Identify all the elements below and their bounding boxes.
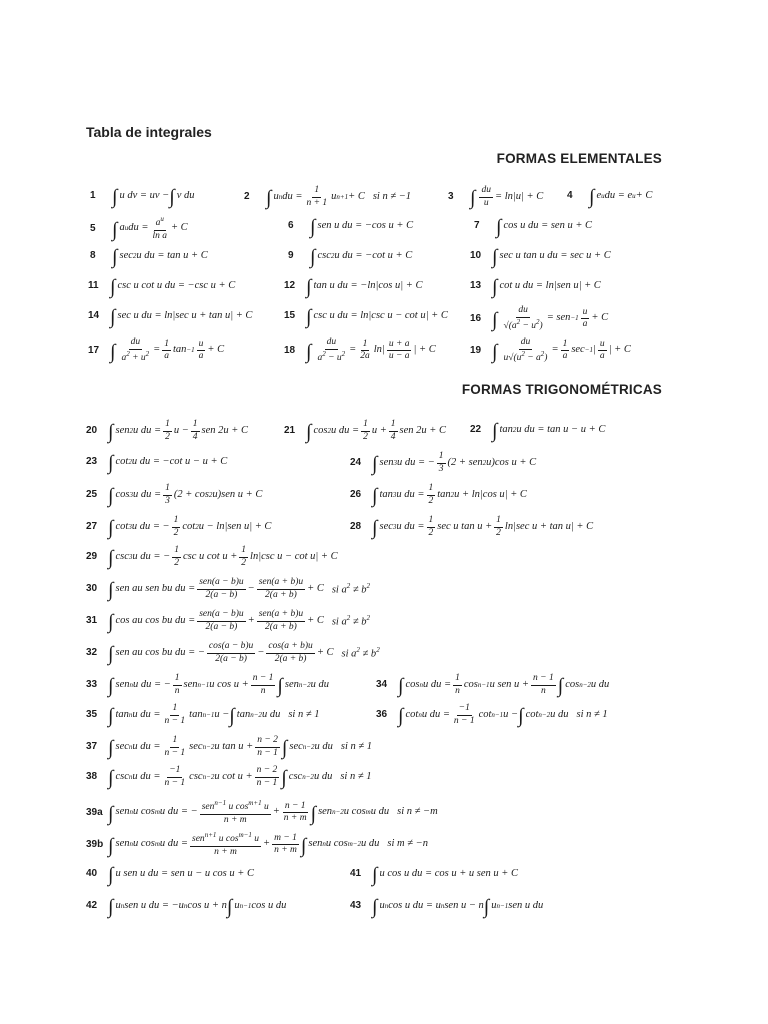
- formula-29: 29 ∫ csc 3 u du = − $\frac{1}{2}$ csc u cot u + $\frac{1}{2}$ ln|csc u − cot u| + C: [86, 545, 338, 569]
- formula-27: 27 ∫ cot 3 u du = − $\frac{1}{2}$ cot 2 u − ln|sen u| + C: [86, 515, 272, 539]
- formula-32: 32 ∫ sen au cos bu du = − $\frac{\cos(a - b)u}{2(a - b)}$ − $\frac{\cos(a + b)u}{2(a + b)}$ + C si $a^2 \ne b^2$: [86, 641, 380, 665]
- document-title: Tabla de integrales: [86, 124, 212, 140]
- formula-41: 41 ∫ u cos u du = cos u + u sen u + C: [350, 864, 518, 886]
- formula-number: 31: [86, 615, 98, 626]
- formula-number: 16: [470, 312, 482, 324]
- formula-24: 24 ∫ sen 3 u du = − $\frac{1}{3}$ (2 + sen 2 u)cos u + C: [350, 451, 537, 475]
- formula-number: 41: [350, 868, 362, 879]
- formula-26: 26 ∫ tan 3 u du = $\frac{1}{2}$ tan 2 u + ln|cos u| + C: [350, 483, 527, 507]
- formula-34: 34 ∫ cos n u du = $\frac{1}{n}$ cos n−1 u sen u + $\frac{n - 1}{n}$ ∫ cos n−2 u du: [376, 673, 610, 697]
- formula-number: 15: [284, 310, 296, 321]
- formula-33: 33 ∫ sen n u du = − $\frac{1}{n}$ sen n−1 u cos u + $\frac{n - 1}{n}$ ∫ sen n−2 u du: [86, 673, 329, 697]
- formula-35: 35 ∫ tan n u du = $\frac{1}{n - 1}$ tan n−1 u − ∫ tan n−2 u du si n ≠ 1: [86, 703, 320, 727]
- formula-12: 12 ∫ tan u du = −ln|cos u| + C: [284, 276, 423, 298]
- formula-37: 37 ∫ sec n u du = $\frac{1}{n - 1}$ sec n−2 u tan u + $\frac{n - 2}{n - 1}$ ∫ sec n−2 u du si n ≠ 1: [86, 735, 373, 759]
- formula-number: 35: [86, 709, 98, 720]
- formula-5: 5 ∫ a u du = $\frac{a^u}{\text{ln a}}$ + C: [90, 215, 188, 241]
- formula-number: 23: [86, 456, 98, 467]
- formula-number: 36: [376, 709, 388, 720]
- formula-11: 11 ∫ csc u cot u du = −csc u + C: [88, 276, 236, 298]
- formula-8: 8 ∫ sec 2 u du = tan u + C: [90, 246, 208, 268]
- formula-2: 2 ∫ u n du = $\frac{1}{n + 1}$ u n+1 + C si n ≠ −1: [244, 185, 412, 209]
- formula-39a: 39a ∫ sen n u cos m u du = − $\frac{sen^{n-1} u \cos^{m+1} u}{n + m}$ + $\frac{n - 1}{n + m}$ ∫ sen n−2 u cos m u du si n ≠ −m: [86, 799, 438, 825]
- formula-1: 1 ∫ u dv = uv − ∫ v du: [90, 186, 195, 208]
- formula-7: 7 ∫ cos u du = sen u + C: [474, 216, 593, 238]
- formula-42: 42 ∫ u n sen u du = −u n cos u + n ∫ u n−1 cos u du: [86, 896, 287, 918]
- formula-number: 37: [86, 741, 98, 752]
- formula-number: 24: [350, 457, 362, 468]
- formula-number: 28: [350, 521, 362, 532]
- formula-13: 13 ∫ cot u du = ln|sen u| + C: [470, 276, 601, 298]
- formula-number: 42: [86, 900, 98, 911]
- formula-number: 13: [470, 280, 482, 291]
- formula-10: 10 ∫ sec u tan u du = sec u + C: [470, 246, 611, 268]
- formula-number: 26: [350, 489, 362, 500]
- formula-number: 18: [284, 344, 296, 356]
- formula-number: 8: [90, 250, 96, 261]
- formula-18: 18 ∫ $\frac{du}{a^2 - u^2}$ = $\frac{1}{2a}$ ln| $\frac{u + a}{u - a}$ | + C: [284, 337, 436, 363]
- formula-number: 10: [470, 250, 482, 261]
- formula-number: 1: [90, 190, 96, 201]
- formula-23: 23 ∫ cot 2 u du = −cot u − u + C: [86, 452, 228, 474]
- formula-number: 43: [350, 900, 362, 911]
- formula-number: 30: [86, 583, 98, 594]
- formula-number: 27: [86, 521, 98, 532]
- formula-number: 32: [86, 647, 98, 658]
- formula-4: 4 ∫ e u du = e u + C: [567, 186, 653, 208]
- formula-6: 6 ∫ sen u du = −cos u + C: [288, 216, 414, 238]
- formula-40: 40 ∫ u sen u du = sen u − u cos u + C: [86, 864, 254, 886]
- formula-28: 28 ∫ sec 3 u du = $\frac{1}{2}$ sec u tan u + $\frac{1}{2}$ ln|sec u + tan u| + C: [350, 515, 594, 539]
- section-formas-elementales: FORMAS ELEMENTALES: [496, 151, 662, 166]
- formula-number: 39a: [86, 806, 103, 818]
- formula-number: 40: [86, 868, 98, 879]
- formula-number: 20: [86, 425, 98, 436]
- formula-36: 36 ∫ cot n u du = $\frac{-1}{n - 1}$ cot n−1 u − ∫ cot n−2 u du si n ≠ 1: [376, 703, 608, 727]
- formula-22: 22 ∫ tan 2 u du = tan u − u + C: [470, 420, 606, 442]
- formula-number: 21: [284, 425, 296, 436]
- formula-number: 17: [88, 344, 100, 356]
- formula-number: 7: [474, 220, 480, 231]
- formula-number: 34: [376, 679, 388, 690]
- formula-number: 33: [86, 679, 98, 690]
- formula-number: 3: [448, 191, 454, 202]
- formula-number: 11: [88, 280, 99, 291]
- formula-number: 38: [86, 771, 98, 782]
- formula-3: 3 ∫ $\frac{du}{u}$ = ln|u| + C: [448, 185, 544, 209]
- formula-number: 6: [288, 220, 294, 231]
- formula-21: 21 ∫ cos 2 u du = $\frac{1}{2}$ u + $\frac{1}{4}$ sen 2u + C: [284, 419, 447, 443]
- formula-number: 22: [470, 424, 482, 435]
- section-formas-trigonometricas: FORMAS TRIGONOMÉTRICAS: [461, 382, 662, 397]
- formula-number: 12: [284, 280, 296, 291]
- formula-43: 43 ∫ u n cos u du = u n sen u − n ∫ u n−1 sen u du: [350, 896, 544, 918]
- formula-17: 17 ∫ $\frac{du}{a^2 + u^2}$ = $\frac{1}{a}$ tan −1 $\frac{u}{a}$ + C: [88, 337, 225, 363]
- formula-number: 29: [86, 551, 98, 562]
- formula-14: 14 ∫ sec u du = ln|sec u + tan u| + C: [88, 306, 253, 328]
- formula-9: 9 ∫ csc 2 u du = −cot u + C: [288, 246, 413, 268]
- formula-39b: 39b ∫ sen n u cos m u du = $\frac{sen^{n+1} u \cos^{m-1} u}{n + m}$ + $\frac{m - 1}{n + m}$ ∫ sen n u cos m−2 u du si m ≠ −n: [86, 831, 428, 857]
- formula-19: 19 ∫ $\frac{du}{u√(u^2 - a^2)}$ = $\frac{1}{a}$ sec −1 | $\frac{u}{a}$ | + C: [470, 337, 631, 363]
- formula-25: 25 ∫ cos 3 u du = $\frac{1}{3}$ (2 + cos 2 u)sen u + C: [86, 483, 263, 507]
- formula-15: 15 ∫ csc u du = ln|csc u − cot u| + C: [284, 306, 448, 328]
- formula-number: 5: [90, 222, 96, 234]
- formula-number: 14: [88, 310, 100, 321]
- formula-38: 38 ∫ csc n u du = $\frac{-1}{n - 1}$ csc n−2 u cot u + $\frac{n - 2}{n - 1}$ ∫ csc n−2 u du si n ≠ 1: [86, 765, 372, 789]
- formula-31: 31 ∫ cos au cos bu du = $\frac{\text{sen(a − b)u}}{2(a - b)}$ + $\frac{\text{sen(a + b)u}}{2(a + b)}$ + C si $a^2 \ne b^2$: [86, 609, 370, 633]
- formula-number: 4: [567, 190, 573, 201]
- formula-20: 20 ∫ sen 2 u du = $\frac{1}{2}$ u − $\frac{1}{4}$ sen 2u + C: [86, 419, 249, 443]
- formula-number: 25: [86, 489, 98, 500]
- formula-16: 16 ∫ $\frac{du}{√(a^2 - u^2)}$ = sen −1 $\frac{u}{a}$ + C: [470, 305, 609, 331]
- formula-number: 9: [288, 250, 294, 261]
- formula-number: 39b: [86, 838, 104, 850]
- formula-number: 2: [244, 191, 250, 202]
- formula-number: 19: [470, 344, 482, 356]
- formula-30: 30 ∫ sen au sen bu du = $\frac{\text{sen(a − b)u}}{2(a - b)}$ − $\frac{\text{sen(a + b)u}}{2(a + b)}$ + C si $a^2 \ne b^2$: [86, 577, 370, 601]
